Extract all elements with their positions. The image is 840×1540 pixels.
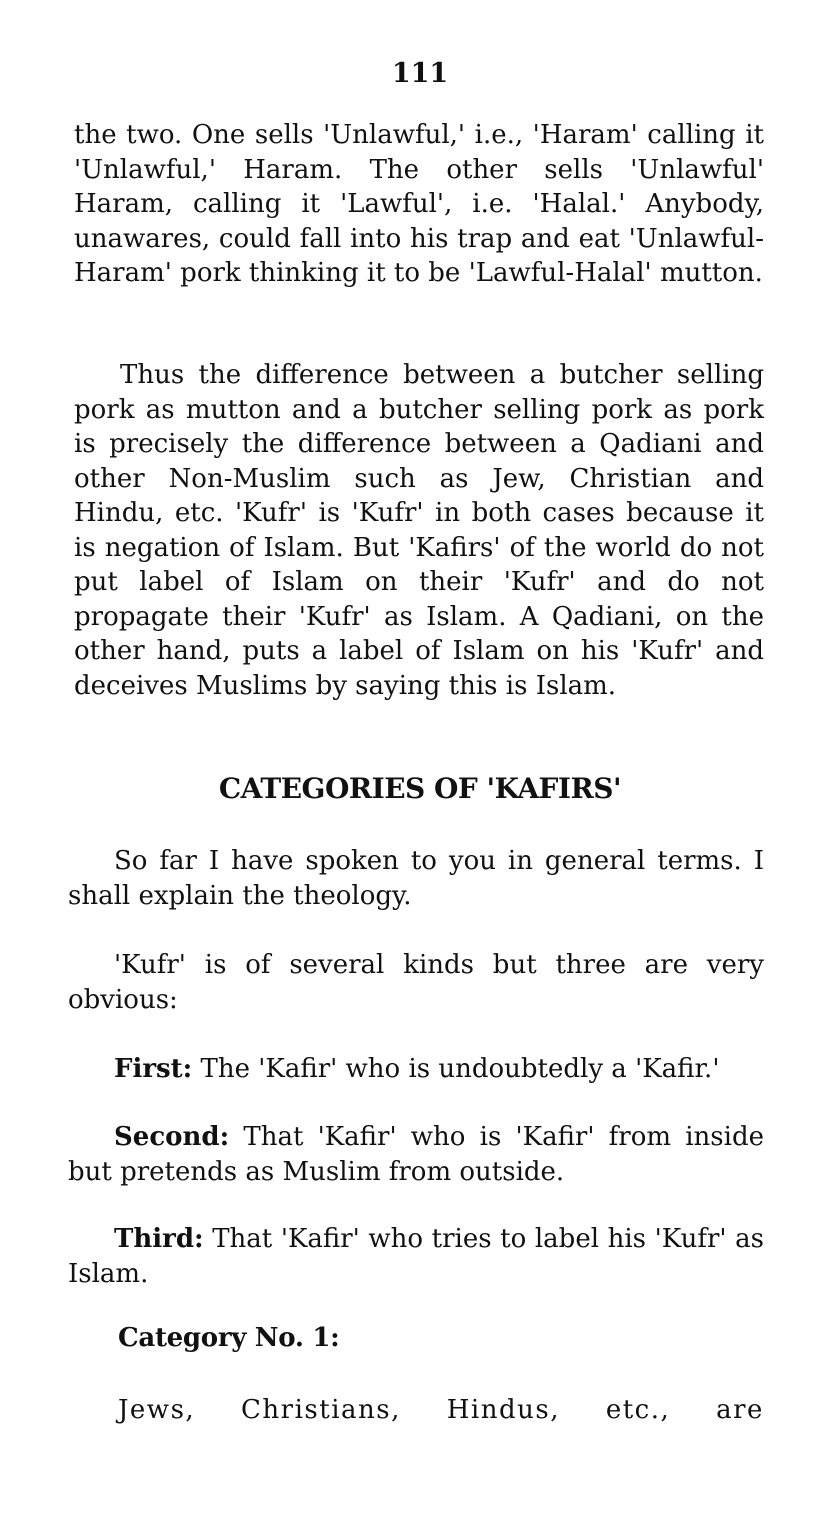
category-no-1-heading: Category No. 1:: [118, 1323, 340, 1353]
category-second-item: [68, 1120, 764, 1189]
last-line-word: Christians,: [241, 1395, 401, 1425]
last-line: [118, 1393, 764, 1428]
third-text: That 'Kafir' who tries to label his 'Kufr' as Islam.: [68, 1224, 764, 1289]
last-line-word: Hindus,: [446, 1395, 560, 1425]
first-text: The 'Kafir' who is undoubtedly a 'Kafir.': [192, 1054, 720, 1084]
second-text: That 'Kafir' who is 'Kafir' from inside but pretends as Muslim from outside.: [68, 1122, 764, 1187]
last-line-word: are: [716, 1395, 764, 1425]
last-line-word: Jews,: [118, 1395, 196, 1425]
second-label: Second:: [114, 1122, 230, 1152]
first-label: First:: [114, 1054, 193, 1084]
category-third-item: [68, 1222, 764, 1291]
paragraph-butcher-comparison: the two. One sells 'Unlawful,' i.e., 'Haram' calling it 'Unlawful,' Haram. The other sells 'Unlawful' Haram, calling it 'Lawful', i.e. 'Halal.' Anybody, unawares, could fall into his trap and eat 'Unlawful-Haram' pork thinking it to be 'Lawful-Halal' mutton.: [74, 120, 764, 288]
paragraph-general-terms: So far I have spoken to you in general terms. I shall explain the theology.: [68, 846, 764, 911]
section-heading-categories: CATEGORIES OF 'KAFIRS': [218, 772, 622, 805]
paragraph-qadiani-difference: Thus the difference between a butcher selling pork as mutton and a butcher selling pork as pork is precisely the difference between a Qadiani and other Non-Muslim such as Jew, Christian and Hindu, etc. 'Kufr' is 'Kufr' in both cases because it is negation of Islam. But 'Kafirs' of the world do not put label of Islam on their 'Kufr' and do not propagate their 'Kufr' as Islam. A Qadiani, on the other hand, puts a label of Islam on his 'Kufr' and deceives Muslims by saying this is Islam.: [74, 360, 764, 701]
page-number: 111: [391, 58, 449, 89]
third-label: Third:: [114, 1224, 204, 1254]
paragraph-kinds-of-kufr: 'Kufr' is of several kinds but three are very obvious:: [68, 950, 764, 1015]
category-first-item: [68, 1052, 764, 1087]
last-line-word: etc.,: [605, 1395, 671, 1425]
